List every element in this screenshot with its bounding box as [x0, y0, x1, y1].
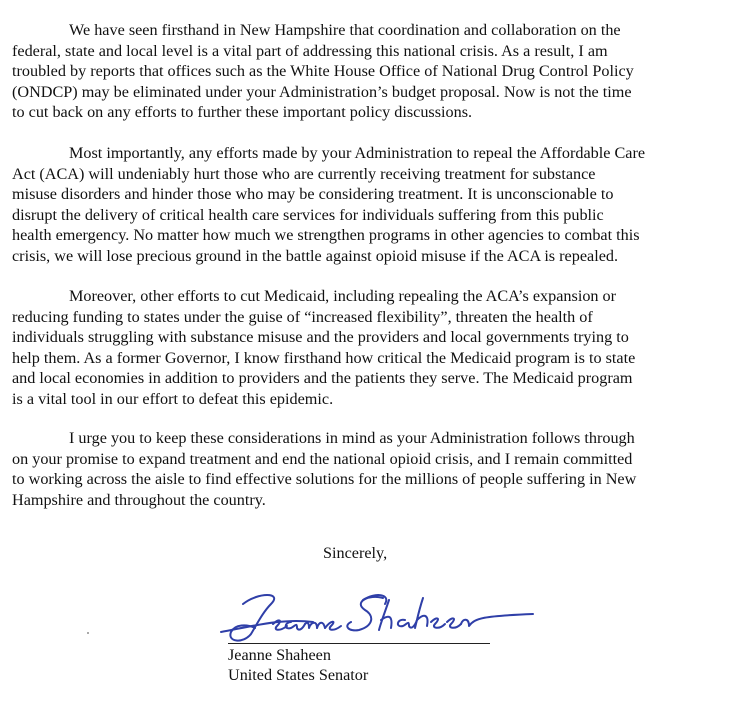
paragraph-line: misuse disorders and hinder those who may be considering treatment. It is unconscionable to	[12, 185, 614, 204]
paragraph-3	[12, 286, 732, 410]
paragraph-line: We have seen firsthand in New Hampshire that coordination and collaboration on the	[69, 21, 621, 39]
paragraph-line: reducing funding to states under the guise of “increased flexibility”, threaten the health of	[12, 307, 593, 326]
closing-salutation: Sincerely,	[323, 544, 388, 562]
paragraph-line: federal, state and local level is a vital part of addressing this national crisis. As a result, I am	[12, 41, 608, 60]
paragraph-line: on your promise to expand treatment and end the national opioid crisis, and I remain committed	[12, 449, 633, 468]
paragraph-line: (ONDCP) may be eliminated under your Administration’s budget proposal. Now is not the time	[12, 82, 632, 101]
paragraph-line: Hampshire and throughout the country.	[12, 490, 266, 509]
paragraph-line: to working across the aisle to find effective solutions for the millions of people suffering in New	[12, 470, 637, 489]
paragraph-line: Moreover, other efforts to cut Medicaid, including repealing the ACA’s expansion or	[69, 287, 617, 305]
paragraph-line: Most importantly, any efforts made by your Administration to repeal the Affordable Care	[69, 144, 646, 162]
paragraph-line: help them. As a former Governor, I know firsthand how critical the Medicaid program is to state	[12, 348, 636, 367]
paragraph-line: is a vital tool in our effort to defeat this epidemic.	[12, 389, 334, 408]
signature-line	[228, 643, 490, 644]
paragraph-line: to cut back on any efforts to further these important policy discussions.	[12, 103, 473, 122]
paragraph-line: I urge you to keep these considerations in mind as your Administration follows through	[69, 429, 635, 447]
scan-speck	[87, 632, 89, 634]
paragraph-2	[12, 143, 732, 267]
paragraph-line: health emergency. No matter how much we strengthen programs in other agencies to combat this	[12, 226, 640, 245]
paragraph-1	[12, 20, 732, 123]
paragraph-line: troubled by reports that offices such as the White House Office of National Drug Control Policy	[12, 62, 634, 81]
handwritten-signature	[213, 588, 543, 648]
paragraph-line: and local economies in addition to providers and the patients they serve. The Medicaid program	[12, 369, 633, 388]
signer-title: United States Senator	[228, 666, 369, 684]
paragraph-4	[12, 428, 732, 510]
paragraph-line: Act (ACA) will undeniably hurt those who are currently receiving treatment for substance	[12, 164, 596, 183]
paragraph-line: individuals struggling with substance misuse and the providers and local governments trying to	[12, 328, 629, 347]
signer-name: Jeanne Shaheen	[228, 646, 331, 664]
paragraph-line: disrupt the delivery of critical health care services for individuals suffering from this public	[12, 205, 604, 224]
paragraph-line: crisis, we will lose precious ground in the battle against opioid misuse if the ACA is repealed.	[12, 246, 619, 265]
